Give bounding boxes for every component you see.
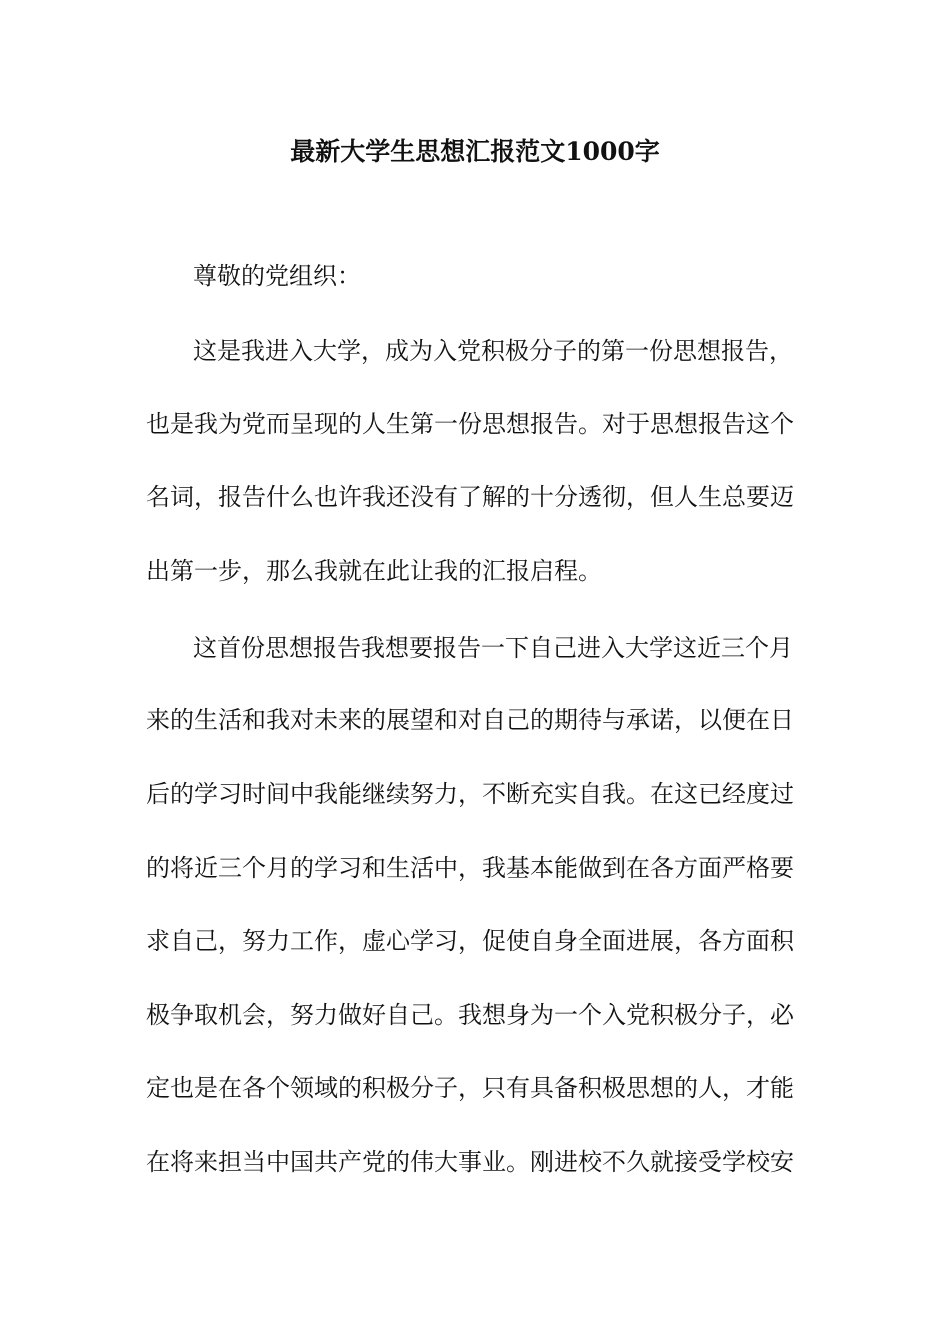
paragraph-1-line-4: 出第一步，那么我就在此让我的汇报启程。 bbox=[146, 557, 602, 585]
document-title: 最新大学生思想汇报范文1000字 bbox=[290, 137, 660, 166]
paragraph-2-line-3: 后的学习时间中我能继续努力，不断充实自我。在这已经度过 bbox=[146, 780, 794, 808]
paragraph-1-line-3: 名词，报告什么也许我还没有了解的十分透彻，但人生总要迈 bbox=[146, 483, 794, 511]
paragraph-2-line-6: 极争取机会，努力做好自己。我想身为一个入党积极分子，必 bbox=[146, 1001, 794, 1029]
paragraph-2-line-4: 的将近三个月的学习和生活中，我基本能做到在各方面严格要 bbox=[146, 854, 794, 882]
paragraph-2-line-1: 这首份思想报告我想要报告一下自己进入大学这近三个月 bbox=[193, 634, 793, 662]
paragraph-1-line-1: 这是我进入大学，成为入党积极分子的第一份思想报告， bbox=[193, 337, 793, 365]
paragraph-2-line-8: 在将来担当中国共产党的伟大事业。刚进校不久就接受学校安 bbox=[146, 1148, 794, 1176]
paragraph-1-line-2: 也是我为党而呈现的人生第一份思想报告。对于思想报告这个 bbox=[146, 410, 794, 438]
paragraph-2-line-7: 定也是在各个领域的积极分子，只有具备积极思想的人，才能 bbox=[146, 1074, 794, 1102]
paragraph-2-line-5: 求自己，努力工作，虚心学习，促使自身全面进展，各方面积 bbox=[146, 927, 794, 955]
paragraph-2-line-2: 来的生活和我对未来的展望和对自己的期待与承诺，以便在日 bbox=[146, 706, 794, 734]
salutation: 尊敬的党组织： bbox=[193, 262, 361, 290]
